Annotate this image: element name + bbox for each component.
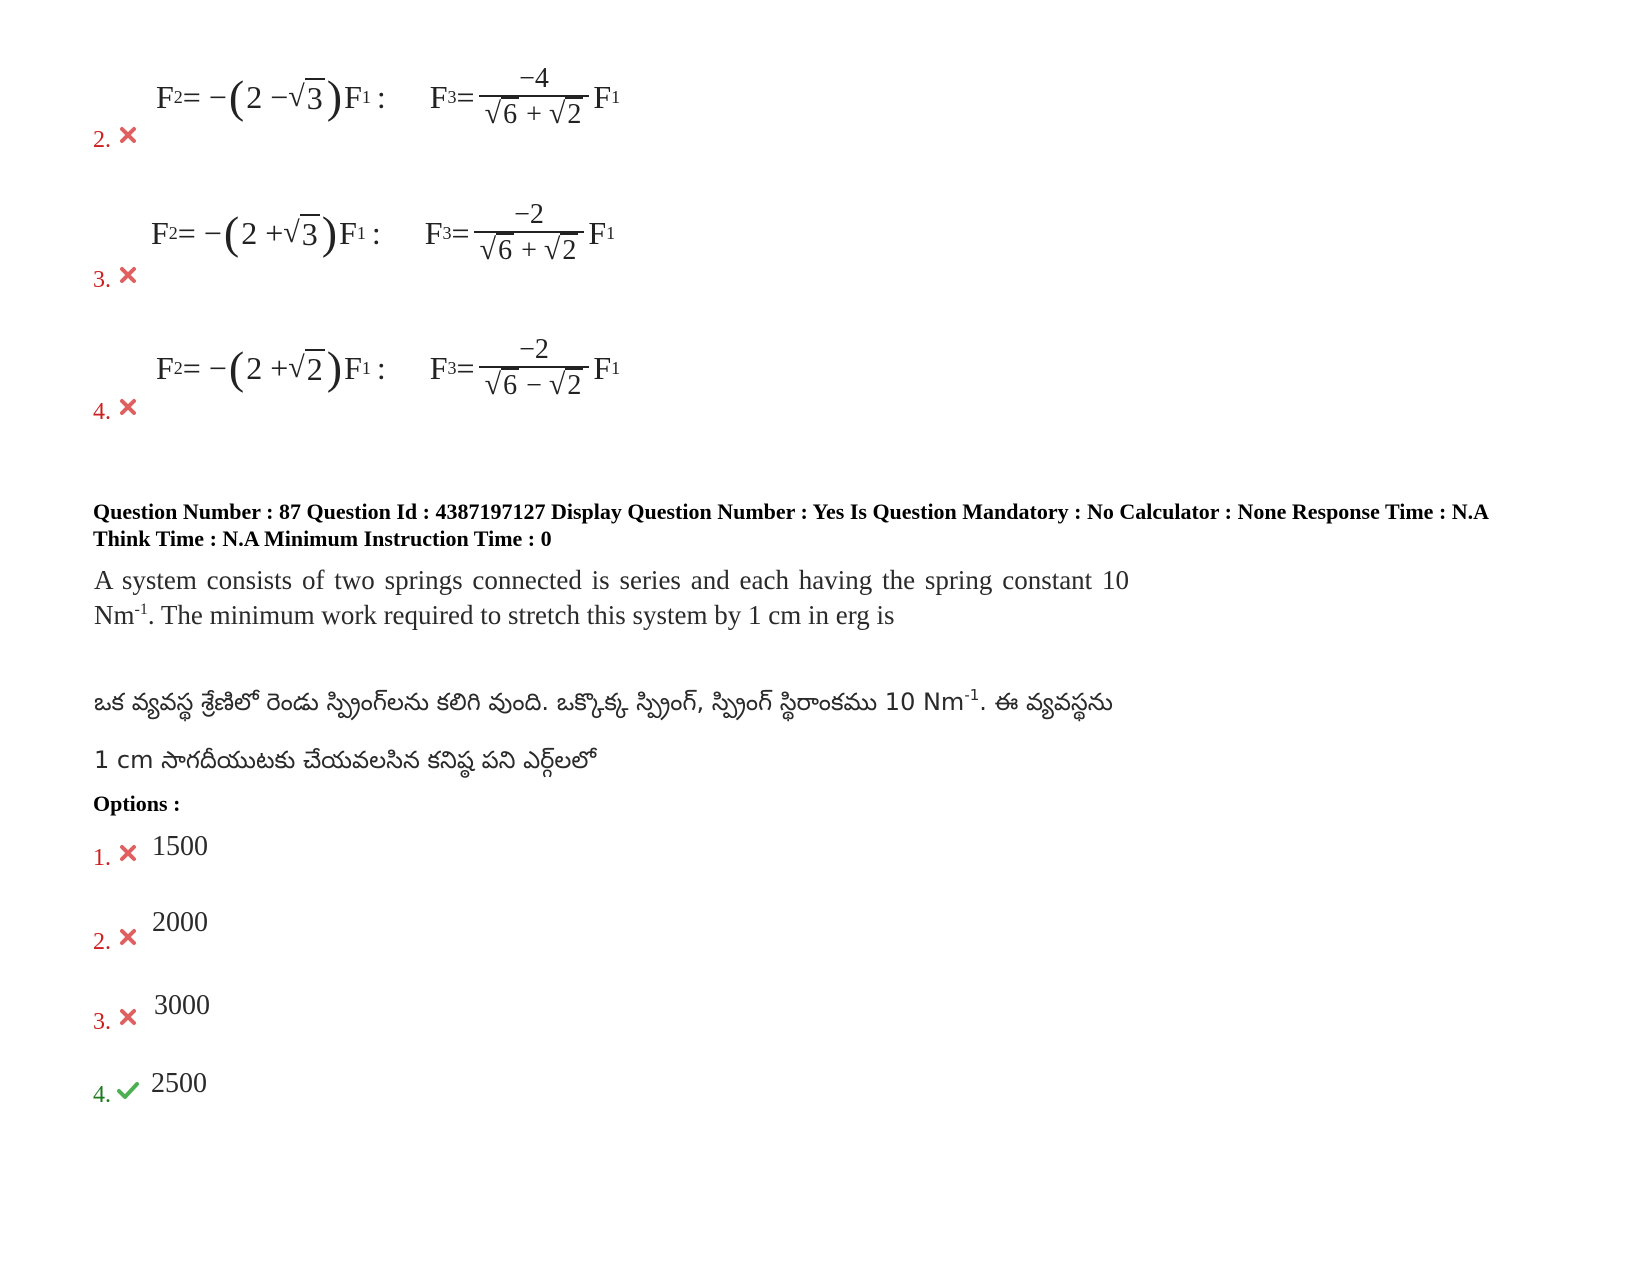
options-label: Options : (93, 791, 181, 816)
option-value: 2000 (152, 907, 208, 938)
cross-mark-icon (119, 928, 137, 946)
option-value: 3000 (154, 990, 210, 1021)
question-text-telugu-line1: ఒక వ్యవస్థ శ్రేణిలో రెండు స్ప్రింగ్‌లను కలిగి వుంది. ఒక్కొక్క స్ప్రింగ్, స్ప్రింగ్ స్థిరాంకము 10 $Nm^{-1}$. ఈ వ్యవస్థను (94, 686, 1113, 716)
cross-mark-icon (119, 844, 137, 862)
option-number: 2. (93, 929, 111, 955)
cross-mark-icon (119, 126, 137, 144)
option-number: 1. (93, 845, 111, 871)
question-meta: Question Number : 87 Question Id : 4387197127 Display Question Number : Yes Is Question Mandatory : No Calculator : None Response Time : N.A Think Time : N.A Minimum Instruction Time : 0 (93, 499, 1488, 551)
check-mark-icon (116, 1080, 140, 1100)
option-value: 2500 (151, 1068, 207, 1099)
option-number: 4. (93, 399, 111, 425)
option-number: 3. (93, 1009, 111, 1035)
option-number: 3. (93, 267, 111, 293)
formula-option: F 2 = − ( 2 + √ 2 ) F 1 : F 3 = $\frac{-2}{√6 - √2}$ F 1 (156, 333, 621, 401)
option-number: 2. (93, 127, 111, 153)
cross-mark-icon (119, 266, 137, 284)
formula-option: F 2 = − ( 2 − √ 3 ) F 1 : F 3 = $\frac{-4}{√6 + √2}$ F 1 (156, 62, 621, 130)
question-text-telugu-line2: 1 cm సాగదీయుటకు చేయవలసిన కనిష్ఠ పని ఎర్గ్‌లలో (94, 746, 597, 774)
formula-option: F 2 = − ( 2 + √ 3 ) F 1 : F 3 = $\frac{-2}{√6 + √2}$ F 1 (151, 198, 616, 266)
cross-mark-icon (119, 398, 137, 416)
option-value: 1500 (152, 831, 208, 862)
question-text-english: A system consists of two springs connected is series and each having the spring constant 10 $Nm^{-1}$. The minimum work required to stretch this system by 1 cm in erg is (94, 565, 1129, 630)
option-number: 4. (93, 1082, 111, 1108)
cross-mark-icon (119, 1008, 137, 1026)
